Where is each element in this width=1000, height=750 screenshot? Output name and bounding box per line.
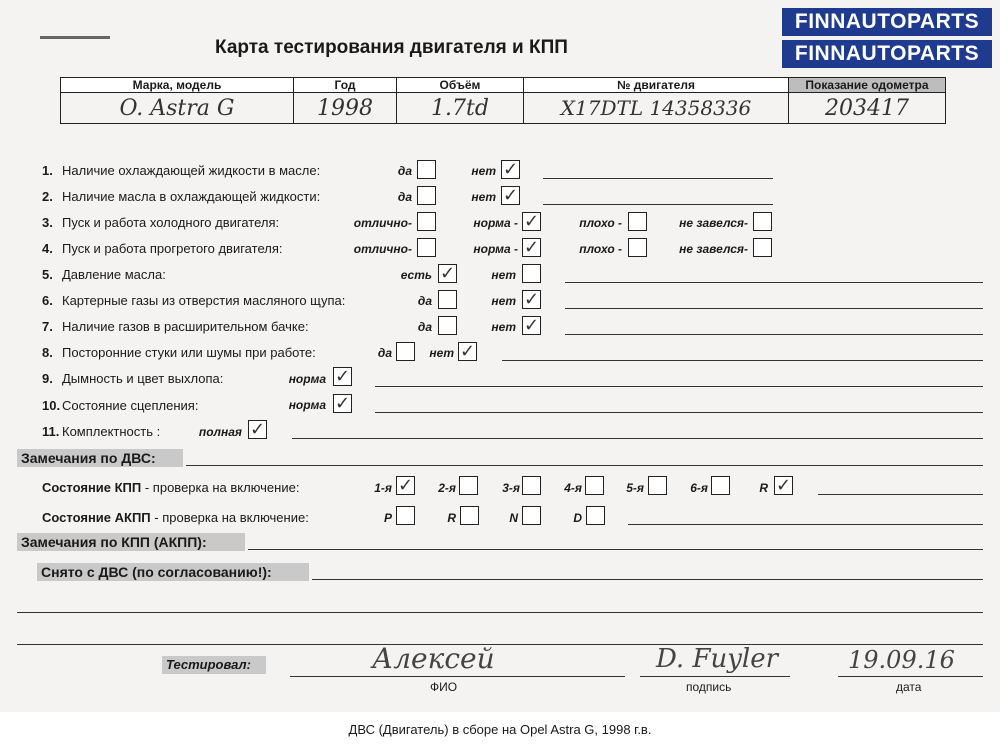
option-label: плохо - [579,216,622,230]
row-label: Дымность и цвет выхлопа: [62,371,224,386]
row-label: Пуск и работа холодного двигателя: [62,215,280,230]
col-engine-number: № двигателя [524,78,789,93]
row-number: 11. [42,424,60,439]
brand-watermark-top: FINNAUTOPARTS [782,8,992,36]
check-mark-icon: ✓ [776,475,792,496]
row-number: 7. [42,319,53,334]
gear-checkbox[interactable] [522,476,541,495]
gear-checkbox[interactable] [459,476,478,495]
row-label: Давление масла: [62,267,166,282]
gear-label: 2-я [438,481,456,495]
comment-line [502,360,983,361]
row-number: 1. [42,163,53,178]
row-label: Посторонние стуки или шумы при работе: [62,345,316,360]
automatic-gearbox-label [42,510,309,525]
date-handwriting: 19.09.16 [848,646,955,674]
comment-line [818,494,983,495]
row-number: 4. [42,241,53,256]
option-label: нет [471,190,496,204]
check-mark-icon: ✓ [503,159,519,180]
option-label: нет [491,320,516,334]
checkbox[interactable] [417,238,436,257]
option-label: плохо - [579,242,622,256]
year-value: 1998 [294,93,397,124]
checkbox[interactable] [438,316,457,335]
option-label: норма [288,398,326,412]
removed-parts-heading: Снято с ДВС (по согласованию!): [37,563,309,581]
option-label: не завелся- [679,216,748,230]
image-caption: ДВС (Двигатель) в сборе на Opel Astra G, 1998 г.в. [348,722,652,737]
gear-label: 1-я [374,481,392,495]
gear-label: 3-я [502,481,520,495]
gear-checkbox[interactable] [586,506,605,525]
col-model: Марка, модель [61,78,294,93]
option-label: да [417,320,432,334]
date-line [838,676,983,677]
option-label: полная [198,425,242,439]
comment-line [565,334,983,335]
comment-line [543,178,773,179]
gear-label: 6-я [690,481,708,495]
check-mark-icon: ✓ [503,185,519,206]
gearbox-remarks-line [248,549,983,550]
col-year: Год [294,78,397,93]
row-label: Комплектность : [62,424,161,439]
checkbox[interactable] [753,238,772,257]
signature-line [640,676,790,677]
option-label: нет [491,294,516,308]
gear-label: P [383,511,392,525]
check-mark-icon: ✓ [335,393,351,414]
signature-caption: подпись [686,680,732,694]
manual-gearbox-subtitle: - проверка на включение: [141,480,300,495]
check-mark-icon: ✓ [524,315,540,336]
notes-line-2 [17,644,983,645]
automatic-gearbox-subtitle: - проверка на включение: [150,510,309,525]
check-mark-icon: ✓ [524,211,540,232]
checkbox[interactable] [628,238,647,257]
check-mark-icon: ✓ [250,419,266,440]
comment-line [565,308,983,309]
comment-line [375,412,983,413]
vehicle-info-table [60,77,946,124]
fio-caption: ФИО [430,680,458,694]
comment-line [565,282,983,283]
manual-gearbox-title: Состояние КПП [42,480,142,495]
hole-punch-mark [40,36,110,39]
row-label: Наличие масла в охлаждающей жидкости: [62,189,321,204]
option-label: нет [491,268,516,282]
gear-label: R [759,481,768,495]
check-mark-icon: ✓ [335,366,351,387]
option-label: отлично- [353,242,412,256]
checkbox[interactable] [417,212,436,231]
brand-watermark-bottom: FINNAUTOPARTS [782,40,992,68]
check-mark-icon: ✓ [398,475,414,496]
engine-number-value: X17DTL 14358336 [524,93,789,124]
gear-label: 4-я [564,481,582,495]
option-label: не завелся- [679,242,748,256]
comment-line [292,438,983,439]
col-volume: Объём [397,78,524,93]
gear-checkbox[interactable] [460,506,479,525]
row-number: 10. [42,398,61,413]
row-number: 8. [42,345,53,360]
row-label: Наличие газов в расширительном бачке: [62,319,309,334]
row-label: Состояние сцепления: [62,398,199,413]
option-label: да [397,164,412,178]
tester-name-handwriting: Алексей [372,642,495,675]
row-label: Наличие охлаждающей жидкости в масле: [62,163,321,178]
gear-label: R [447,511,456,525]
row-number: 3. [42,215,53,230]
gear-checkbox[interactable] [585,476,604,495]
fio-line [290,676,625,677]
row-number: 6. [42,293,53,308]
gear-checkbox[interactable] [711,476,730,495]
manual-gearbox-label [42,480,299,495]
volume-value: 1.7td [397,93,524,124]
check-mark-icon: ✓ [524,289,540,310]
odometer-value: 203417 [789,93,946,124]
signature-handwriting: D. Fuyler [656,644,779,674]
engine-remarks-line [186,465,983,466]
tested-by-label: Тестировал: [162,656,266,674]
checkbox[interactable] [417,160,436,179]
gear-label: N [509,511,518,525]
checkbox[interactable] [438,290,457,309]
option-label: да [377,346,392,360]
checkbox[interactable] [753,212,772,231]
option-label: да [417,294,432,308]
option-label: норма - [473,216,518,230]
option-label: да [397,190,412,204]
option-label: отлично- [353,216,412,230]
checkbox[interactable] [396,342,415,361]
removed-parts-line [312,579,983,580]
row-number: 2. [42,189,53,204]
row-number: 9. [42,371,53,386]
option-label: норма - [473,242,518,256]
col-odometer: Показание одометра [789,78,946,93]
comment-line [375,386,983,387]
gearbox-remarks-heading: Замечания по КПП (АКПП): [17,533,245,551]
automatic-gearbox-title: Состояние АКПП [42,510,151,525]
check-mark-icon: ✓ [440,263,456,284]
gear-label: D [573,511,582,525]
gear-label: 5-я [626,481,644,495]
checkbox[interactable] [522,264,541,283]
model-value: O. Astra G [61,93,294,124]
gear-checkbox[interactable] [522,506,541,525]
option-label: норма [288,372,326,386]
check-mark-icon: ✓ [460,341,476,362]
notes-line-1 [17,612,983,613]
gear-checkbox[interactable] [648,476,667,495]
option-label: нет [471,164,496,178]
date-caption: дата [896,680,922,694]
gear-checkbox[interactable] [396,506,415,525]
row-label: Картерные газы из отверстия масляного щупа: [62,293,346,308]
row-number: 5. [42,267,53,282]
check-mark-icon: ✓ [524,237,540,258]
checkbox[interactable] [628,212,647,231]
checkbox[interactable] [417,186,436,205]
row-label: Пуск и работа прогретого двигателя: [62,241,283,256]
comment-line [543,204,773,205]
document-title: Карта тестирования двигателя и КПП [215,37,568,58]
comment-line [628,524,983,525]
option-label: нет [429,346,454,360]
engine-remarks-heading: Замечания по ДВС: [17,449,183,467]
option-label: есть [400,268,432,282]
